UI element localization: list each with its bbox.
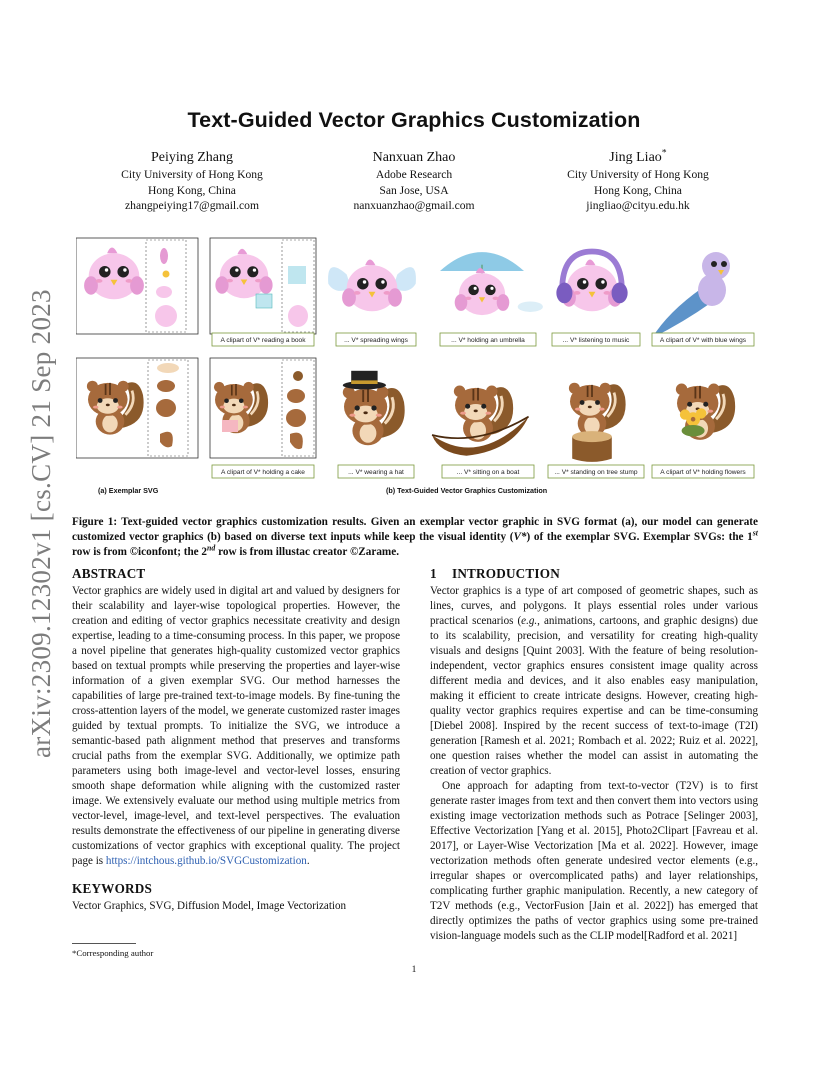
author-name-text: Jing Liao: [609, 150, 662, 165]
prompt-row1-1: A clipart of V* reading a book: [220, 337, 306, 344]
introduction-heading: [430, 566, 758, 581]
right-column: [430, 566, 758, 944]
author-name: Nanxuan Zhao: [372, 150, 456, 165]
prompt-row2-3: ... V* sitting on a boat: [456, 469, 520, 476]
author-email: jingliao@cityu.edu.hk: [586, 199, 690, 212]
author-3: [508, 148, 768, 214]
author-location: Hong Kong, China: [594, 183, 682, 197]
left-column: [72, 566, 400, 914]
caption-vstar: V*: [513, 531, 527, 543]
author-email: nanxuanzhao@gmail.com: [353, 199, 475, 212]
abstract-end: .: [306, 855, 310, 867]
intro-paragraph-2: One approach for adapting from text-to-vector (T2V) is to first generate raster images from text and then convert them into vectors using existing image vectorization methods such as Potrace [Selinger 2003], Effective Vectorization [Yang et al. 2015], Photo2Clipart [Favreau et al. 2017], or Layer-Wise Vectorization [Ma et al. 2022]. However, image vectorization methods often generate undesired vector elements (e.g., irregular shapes or overcomplicated paths) and layer relationships, complicating further graphic manipulation. Recently, a new category of T2V methods (e.g., VectorFusion [Jain et al. 2022]) has emerged that directly optimizes the paths of vector graphics using some pre-trained vision-language models such as the CLIP model[Radford et al. 2021]: [430, 780, 758, 942]
project-page-link[interactable]: https://intchous.github.io/SVGCustomization: [105, 855, 307, 867]
abstract-heading: ABSTRACT: [72, 566, 146, 581]
prompt-row2-1: A clipart of V* holding a cake: [221, 469, 305, 476]
intro-text: Vector graphics is a type of art composed of geometric shapes, such as lines, curves, and polygons. It plays essential roles under various practical scenarios (: [430, 585, 758, 627]
author-1: [62, 148, 322, 214]
author-name: Peiying Zhang: [150, 150, 234, 165]
caption-part: Figure 1: Text-guided vector graphics customization results. Given an exemplar vector graphic in SVG format (a), our model can generate customized vector graphics (b) based on diverse text inputs while keep the visual identity (: [72, 516, 758, 543]
figure-illustration: [76, 236, 756, 500]
prompt-row1-4: ... V* listening to music: [562, 337, 630, 344]
author-email: zhangpeiying17@gmail.com: [125, 199, 259, 212]
intro-text: , animations, cartoons, and graphic designs) due to its scalability, precision, and versatility for creating high-quality visuals and designs [Quint 2003]. With the feature of being resolution-independent, vector graphics ensures consistent image quality across different media and devices, and it also enables easy manipulation, making it efficient to create intricate designs. However, creating high-quality vector graphics requires expertise and can be time-consuming [Diebel 2008]. Inspired by the recent success of text-to-image (T2I) generation [Ramesh et al. 2021; Rombach et al. 2022; Ruiz et al. 2022], one question raises whether the model can assist in automating the creation of vector graphics.: [430, 615, 758, 777]
abstract-body: Vector graphics are widely used in digital art and valued by designers for their scalability and layer-wise topological properties. However, the creation and editing of vector graphics necessitate creativity and design expertise, leading to a time-consuming process. In this paper, we propose a novel pipeline that generates high-quality customized vector graphics based on textual prompts while preserving the properties and layer-wise information of a given exemplar SVG. Our method harnesses the capabilities of large pre-trained text-to-image models. By fine-tuning the cross-attention layers of the model, we generate customized raster images guided by textual prompts. To initialize the SVG, we introduce a semantic-based path alignment method that preserves and transforms crucial paths from the exemplar SVG. Additionally, we optimize path parameters using both image-level and vector-level losses, ensuring smooth shape deformation while aligning with the customized raster image. We extensively evaluate our method using multiple metrics from vector-level, image-level, and text-level perspectives. The evaluation results demonstrate the effectiveness of our pipeline in generating diverse customizations of vector graphics with exceptional quality. The project page is: [72, 585, 400, 867]
corresponding-mark: *: [661, 147, 667, 159]
caption-part: row is from ©iconfont; the 2: [72, 546, 208, 558]
author-2: [284, 148, 544, 214]
intro-paragraph-1: [430, 584, 758, 779]
author-affiliation: Adobe Research: [375, 168, 453, 181]
section-title: INTRODUCTION: [452, 566, 560, 581]
prompt-row2-4: ... V* standing on tree stump: [554, 469, 638, 476]
arxiv-stamp-text: arXiv:2309.12302v1 [cs.CV] 21 Sep 2023: [26, 289, 56, 758]
section-number: 1: [430, 566, 437, 581]
figure-caption: [72, 515, 758, 560]
caption-sup: nd: [207, 543, 216, 553]
figure-label-a: (a) Exemplar SVG: [98, 486, 159, 495]
author-location: San Jose, USA: [379, 183, 449, 197]
prompt-row2-2: ... V* wearing a hat: [348, 469, 404, 476]
footnote: *Corresponding author: [72, 948, 154, 958]
prompt-row1-2: ... V* spreading wings: [344, 337, 408, 344]
author-location: Hong Kong, China: [148, 183, 236, 197]
prompt-row1-3: ... V* holding an umbrella: [451, 337, 525, 344]
abstract-text: [72, 584, 400, 869]
caption-part: ) of the exemplar SVG. Exemplar SVGs: the 1: [526, 531, 753, 543]
author-affiliation: City University of Hong Kong: [121, 168, 263, 181]
arxiv-stamp: [12, 282, 68, 762]
prompt-row1-5: A clipart of V* with blue wings: [659, 337, 747, 344]
author-affiliation: City University of Hong Kong: [567, 168, 709, 181]
keywords-text: Vector Graphics, SVG, Diffusion Model, Image Vectorization: [72, 900, 347, 912]
footnote-rule: [72, 943, 136, 944]
prompt-row2-5: A clipart of V* holding flowers: [660, 469, 746, 476]
figure-label-b: (b) Text-Guided Vector Graphics Customization: [386, 486, 548, 495]
figure-1: [76, 236, 756, 500]
paper-title: Text-Guided Vector Graphics Customization: [187, 108, 641, 132]
caption-part: row is from illustac creator ©Zarame.: [215, 546, 400, 558]
intro-eg: e.g.: [521, 615, 538, 627]
author-name: [508, 148, 768, 167]
caption-sup: st: [752, 528, 758, 538]
page-number: 1: [411, 965, 417, 975]
keywords-heading: KEYWORDS: [72, 881, 153, 896]
